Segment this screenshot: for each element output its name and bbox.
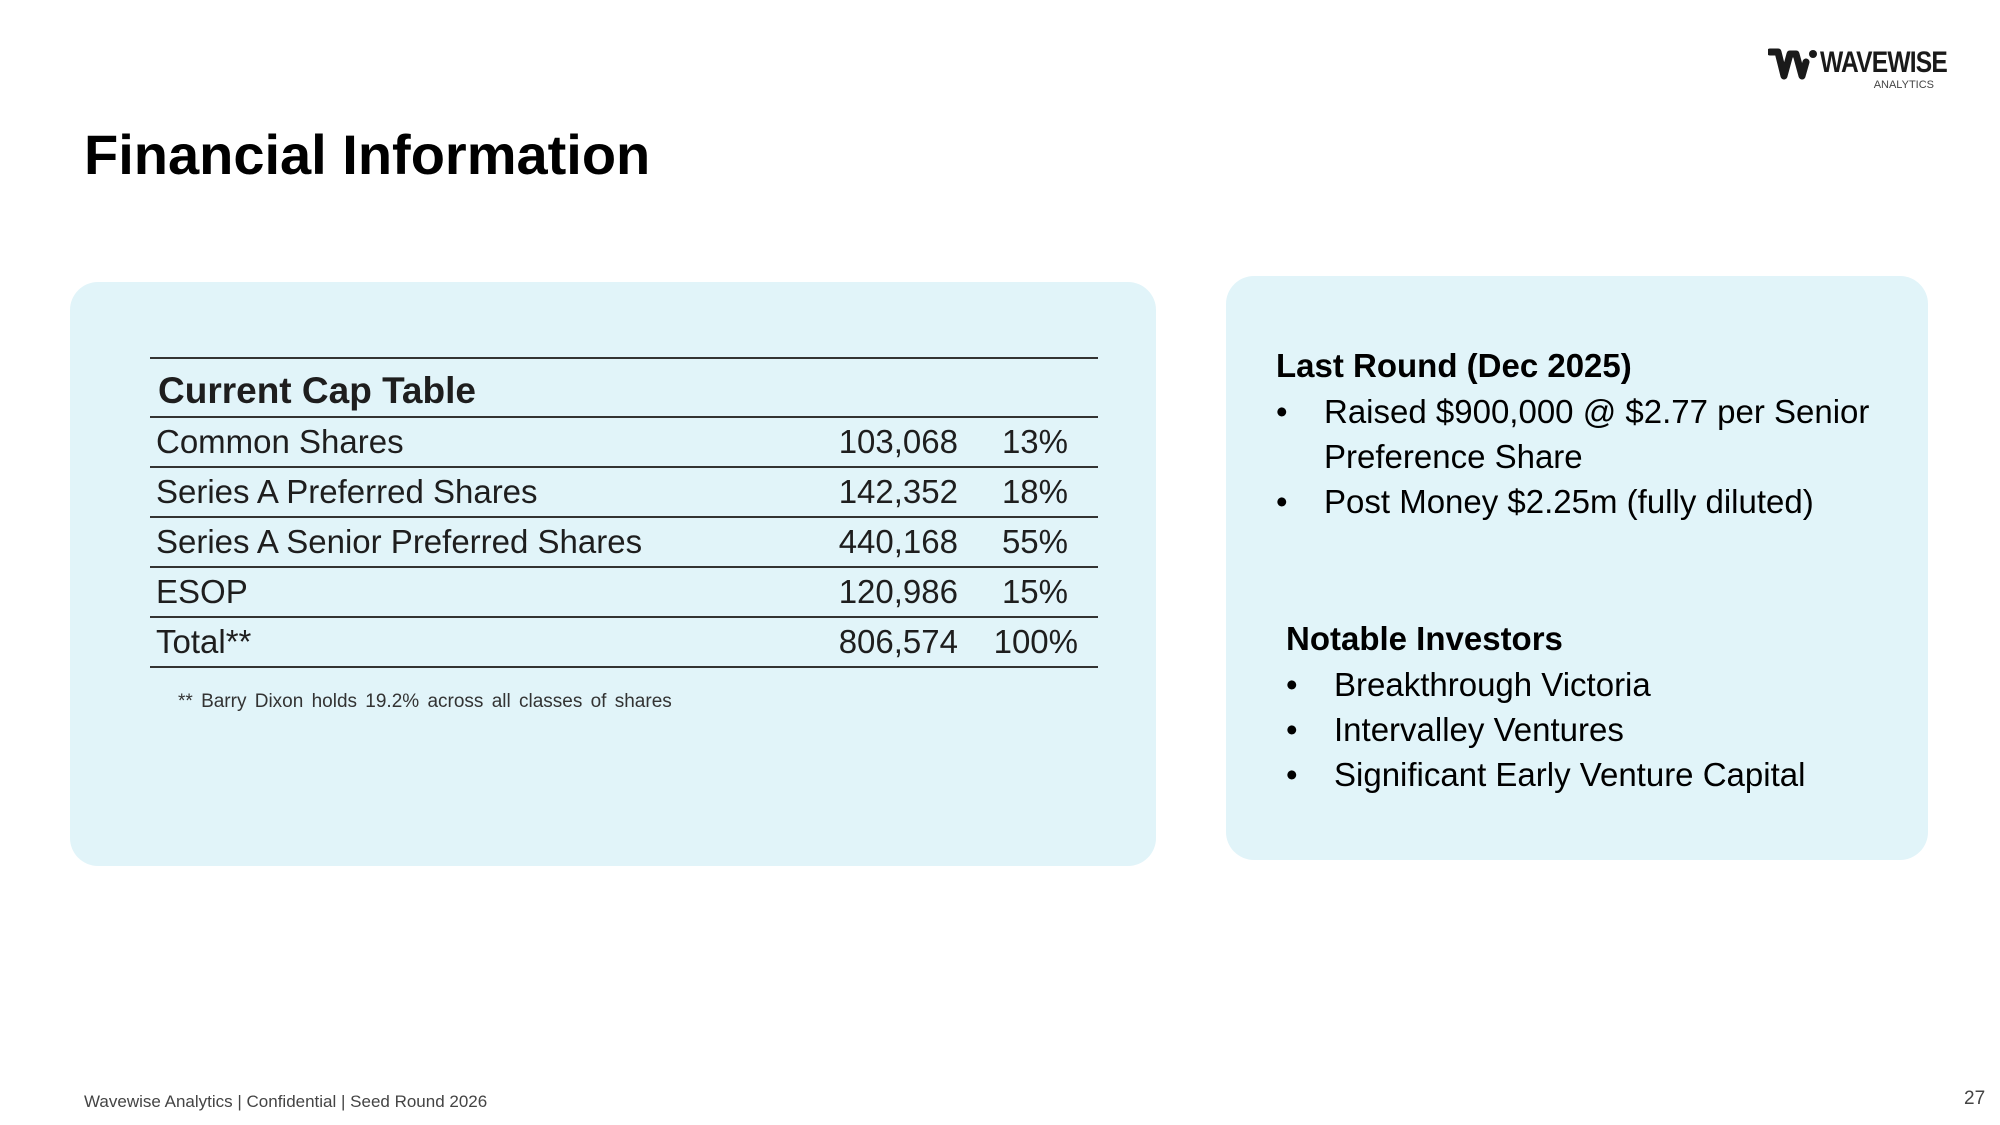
- cap-table-card: [70, 282, 1156, 866]
- row-shares: 142,352: [802, 467, 962, 517]
- row-percent: 13%: [962, 417, 1098, 467]
- row-shares: 440,168: [802, 517, 962, 567]
- list-item: • Breakthrough Victoria: [1286, 662, 1906, 707]
- row-label: Common Shares: [150, 417, 802, 467]
- list-item: • Raised $900,000 @ $2.77 per Senior Preference Share: [1276, 389, 1896, 479]
- row-label: ESOP: [150, 567, 802, 617]
- list-item: • Post Money $2.25m (fully diluted): [1276, 479, 1896, 524]
- table-row: [150, 517, 1098, 567]
- cap-table: [150, 357, 1098, 668]
- list-item: • Significant Early Venture Capital: [1286, 752, 1906, 797]
- slide-footer: Wavewise Analytics | Confidential | Seed Round 2026: [84, 1092, 488, 1111]
- row-label: Series A Senior Preferred Shares: [150, 517, 802, 567]
- row-shares: 120,986: [802, 567, 962, 617]
- row-shares: 103,068: [802, 417, 962, 467]
- wave-logo-icon: [1768, 46, 1818, 92]
- cap-table-footnote: ** Barry Dixon holds 19.2% across all classes of shares: [178, 691, 672, 712]
- total-shares: 806,574: [802, 617, 962, 667]
- table-row: [150, 417, 1098, 467]
- investors-heading: Notable Investors: [1286, 620, 1563, 657]
- company-logo: [1768, 46, 1947, 94]
- row-percent: 55%: [962, 517, 1098, 567]
- logo-wordmark: WAVEWISE: [1820, 46, 1947, 79]
- last-round-heading: Last Round (Dec 2025): [1276, 347, 1632, 384]
- list-item: • Intervalley Ventures: [1286, 707, 1906, 752]
- table-total-row: [150, 617, 1098, 667]
- page-title: Financial Information: [84, 123, 651, 186]
- logo-subtitle: ANALYTICS: [1873, 79, 1934, 91]
- investors-list: [1286, 662, 1906, 797]
- row-label: Series A Preferred Shares: [150, 467, 802, 517]
- row-percent: 18%: [962, 467, 1098, 517]
- round-info-card: [1226, 276, 1928, 860]
- page-number: 27: [1964, 1088, 1986, 1109]
- last-round-list: [1276, 389, 1896, 524]
- table-row: [150, 467, 1098, 517]
- total-percent: 100%: [962, 617, 1098, 667]
- cap-table-heading: Current Cap Table: [150, 358, 1098, 417]
- table-row: [150, 567, 1098, 617]
- total-label: Total**: [150, 617, 802, 667]
- row-percent: 15%: [962, 567, 1098, 617]
